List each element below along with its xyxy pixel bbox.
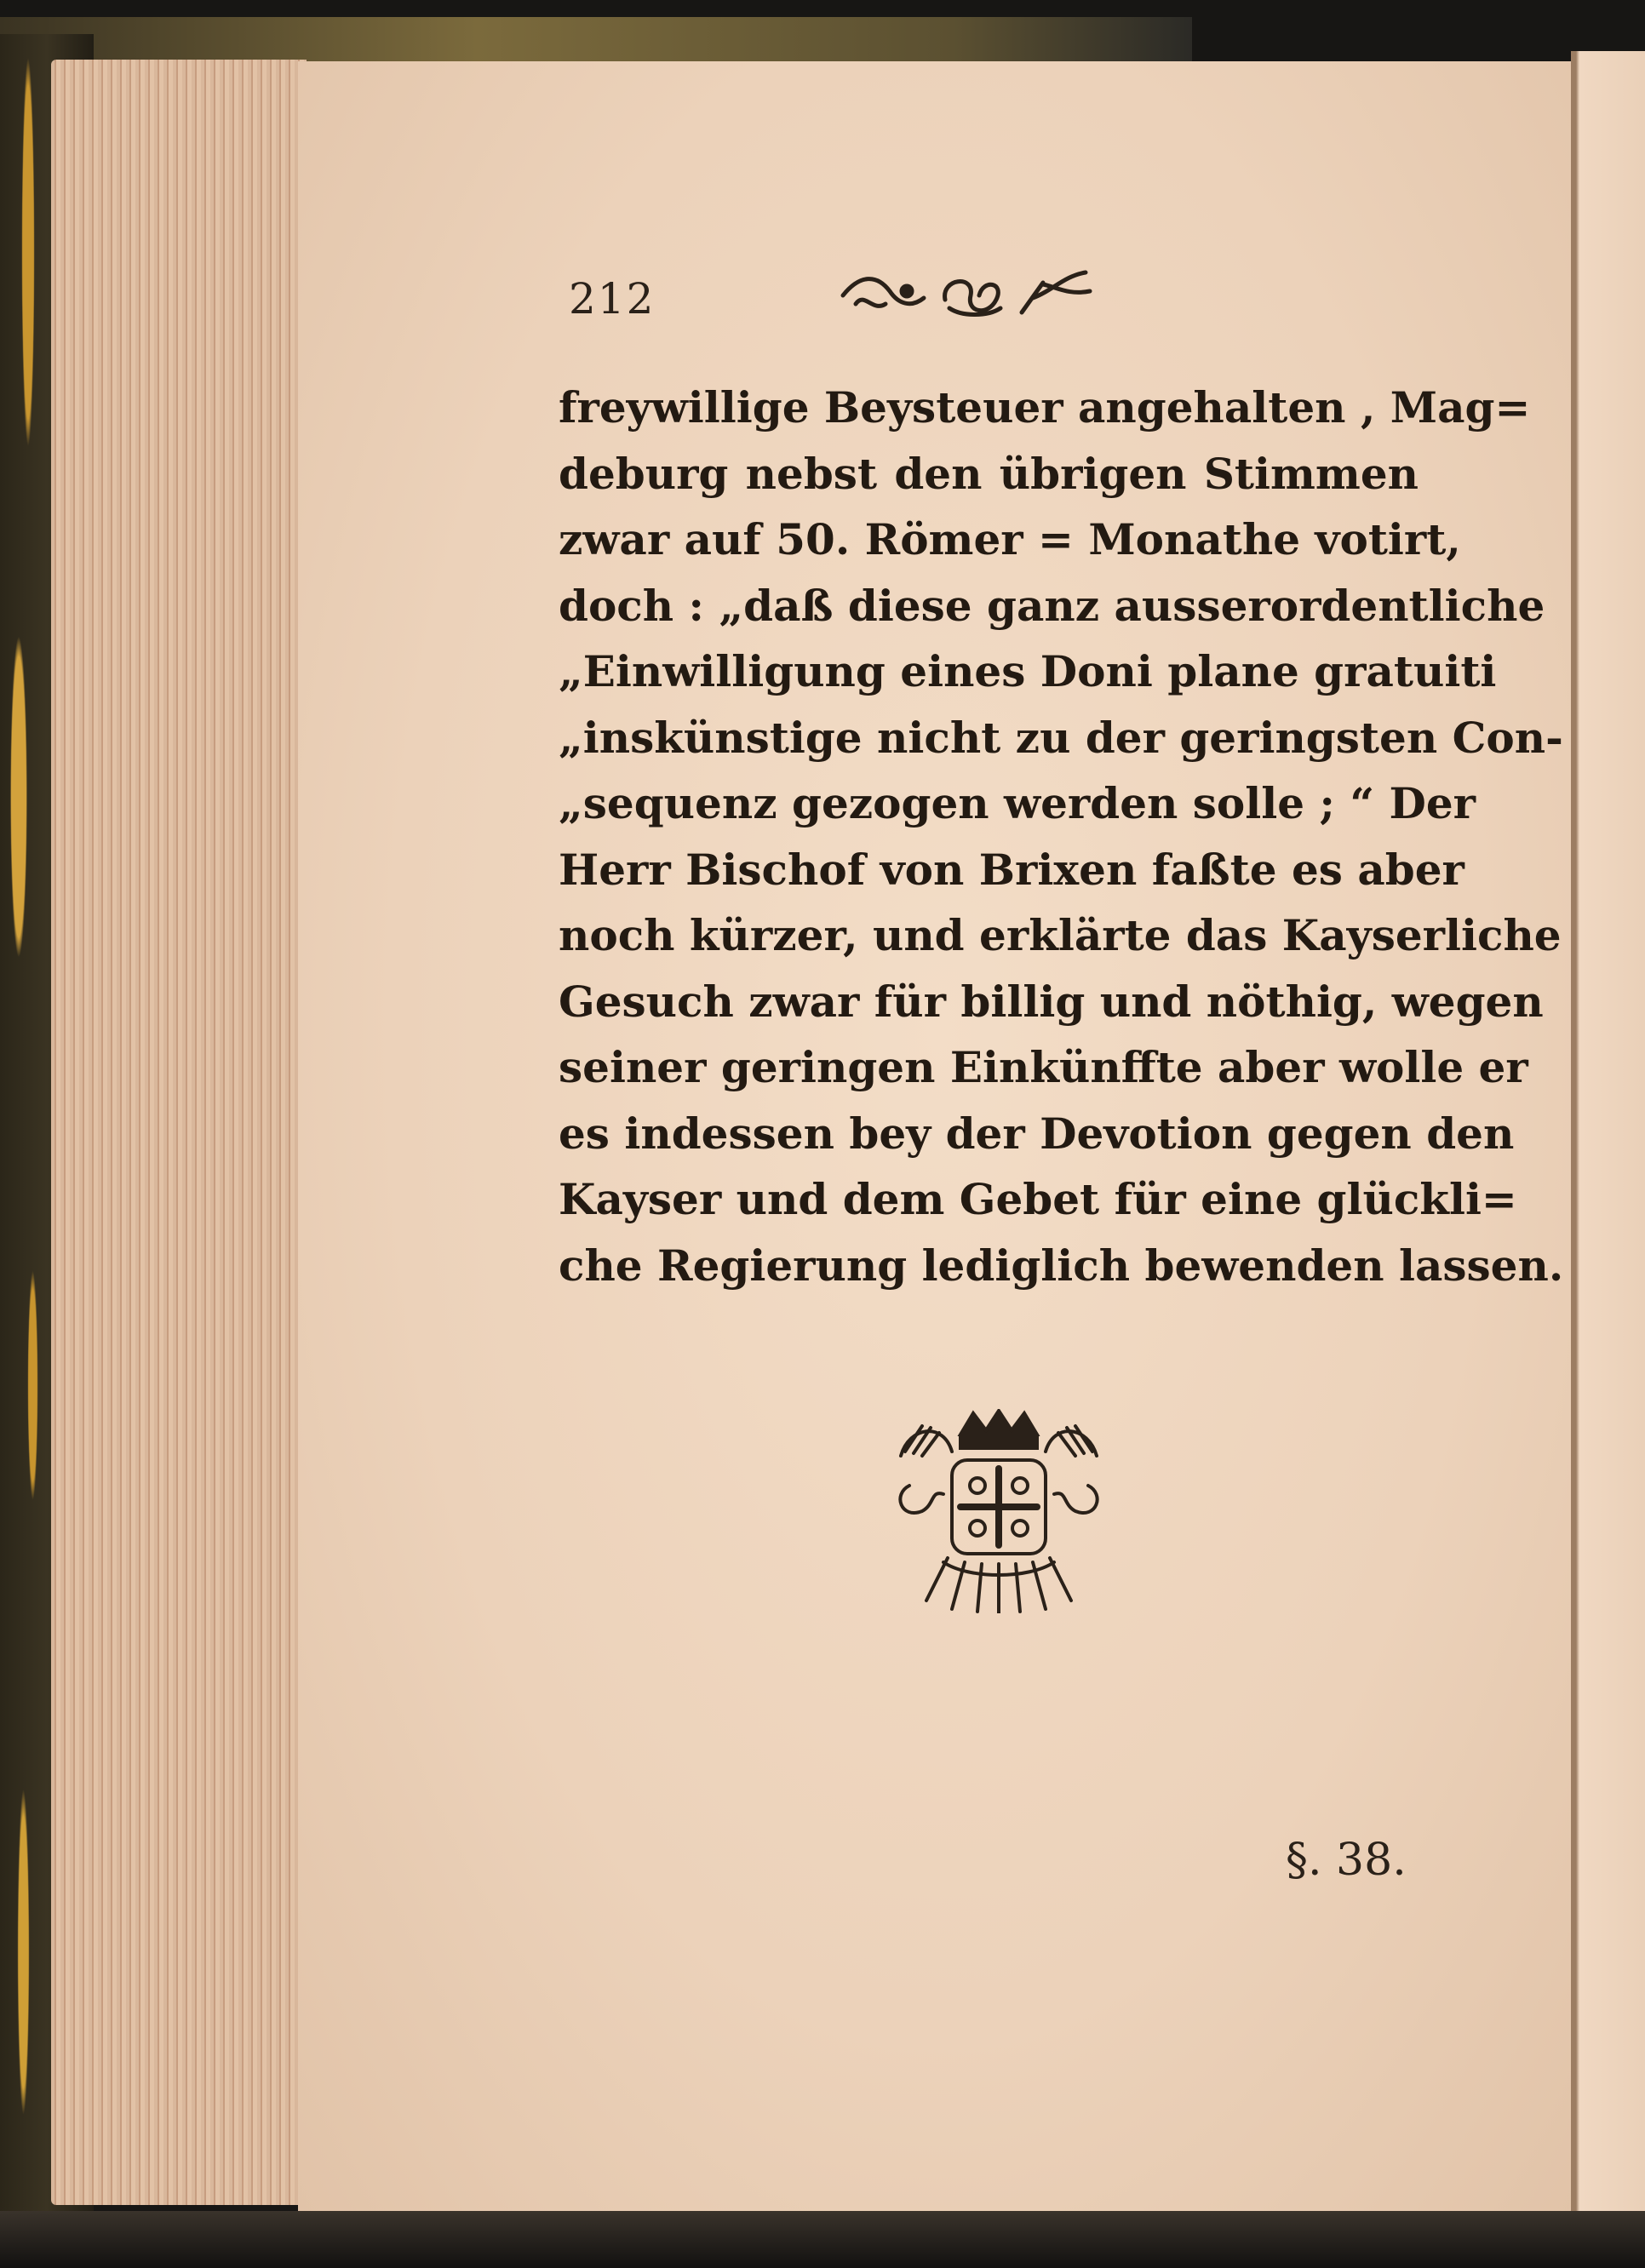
text-line: „sequenz gezogen werden solle ; “ Der <box>559 778 1476 828</box>
text-line: noch kürzer, und erklärte das Kayserliche <box>559 910 1562 960</box>
facing-page-edge <box>1571 51 1645 2218</box>
text-line: deburg nebst den übrigen Stimmen <box>559 448 1419 499</box>
text-line: es indessen bey der Devotion gegen den <box>559 1108 1515 1159</box>
page-edges <box>51 60 307 2205</box>
text-line: „Einwilligung eines Doni plane gratuiti <box>559 646 1497 696</box>
bottom-shadow <box>0 2211 1645 2268</box>
text-line: Herr Bischof von Brixen faßte es aber <box>559 844 1464 895</box>
text-line: Kayser und dem Gebet für eine glückli= <box>559 1174 1517 1224</box>
text-line: che Regierung lediglich bewenden lassen. <box>559 1240 1564 1291</box>
floral-header-ornament <box>839 266 1103 325</box>
catchword: §. 38. <box>1286 1835 1407 1886</box>
page-number: 212 <box>569 274 656 324</box>
text-line: doch : „daß diese ganz ausserordentliche <box>559 580 1545 631</box>
body-text <box>559 375 1564 1298</box>
text-line: zwar auf 50. Römer = Monathe votirt, <box>559 514 1461 564</box>
text-line: Gesuch zwar für billig und nöthig, wegen <box>559 976 1544 1027</box>
crown-and-cross-vignette <box>892 1409 1105 1613</box>
text-line: „inskünstige nicht zu der geringsten Con- <box>559 712 1563 763</box>
text-line: freywillige Beysteuer angehalten , Mag= <box>559 382 1531 432</box>
book-cover-top-edge <box>0 17 1192 64</box>
text-line: seiner geringen Einkünffte aber wolle er <box>559 1042 1528 1092</box>
